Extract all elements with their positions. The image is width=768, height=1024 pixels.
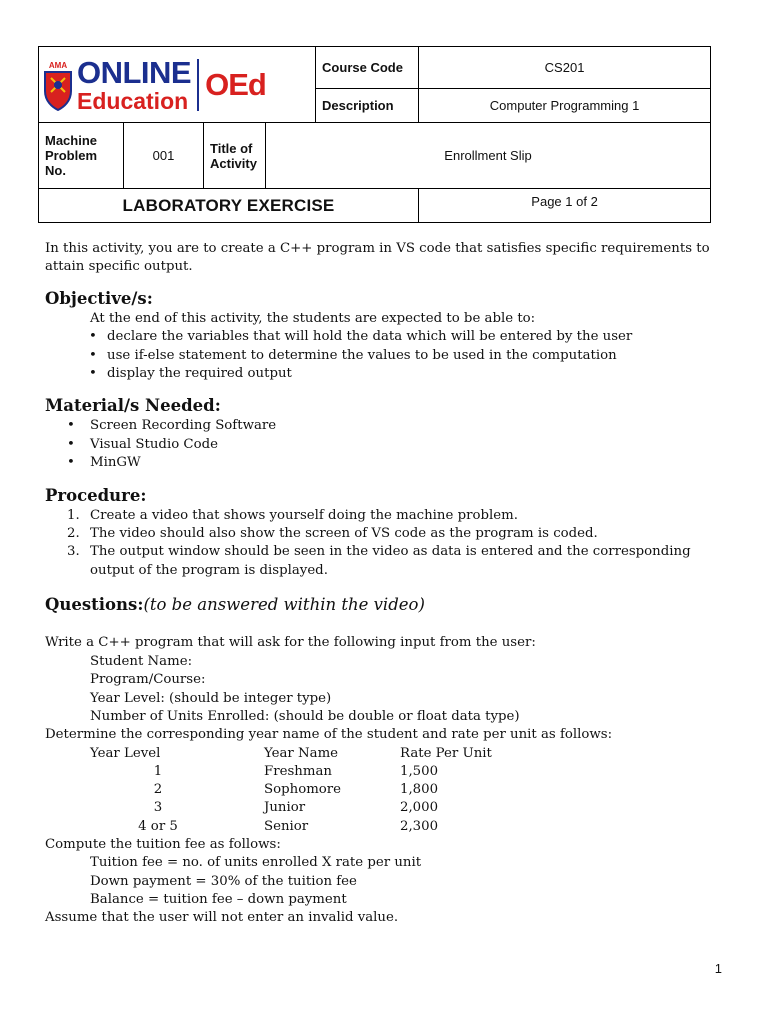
table-row: 2 Sophomore 1,800 — [153, 782, 439, 798]
list-item: • Visual Studio Code — [45, 436, 715, 454]
course-code-label: Course Code — [316, 47, 419, 89]
table-header: Year Level — [90, 745, 161, 761]
svg-text:AMA: AMA — [48, 60, 68, 70]
logo — [39, 47, 316, 123]
input-item: Number of Units Enrolled: (should be double or float data type) — [90, 708, 520, 724]
machine-problem-value: 001 — [124, 123, 204, 189]
objectives-heading: Objective/s: — [45, 288, 153, 308]
table-row: 3 Junior 2,000 — [153, 800, 439, 816]
list-item: • MinGW — [45, 454, 715, 472]
logo-oed-mark: OEd — [205, 66, 266, 102]
procedure-list — [45, 507, 715, 581]
formula-item: Tuition fee = no. of units enrolled X rate per unit — [90, 855, 422, 871]
laboratory-exercise-title: LABORATORY EXERCISE — [39, 189, 419, 223]
questions-heading: Questions:(to be answered within the video) — [45, 595, 425, 615]
logo-divider — [197, 59, 199, 111]
objectives-lead: At the end of this activity, the students are expected to be able to: — [90, 310, 536, 326]
intro-paragraph: In this activity, you are to create a C++ program in VS code that satisfies specific requirements to attain specific output. — [45, 241, 710, 275]
questions-note: (to be answered within the video) — [143, 595, 425, 615]
logo-online-text: ONLINE — [77, 54, 192, 90]
list-item: • declare the variables that will hold the data which will be entered by the user — [45, 328, 715, 346]
table-row: 4 or 5 Senior 2,300 — [138, 818, 439, 834]
page-number: 1 — [714, 961, 722, 976]
assume-text: Assume that the user will not enter an invalid value. — [45, 910, 399, 926]
determine-text: Determine the corresponding year name of the student and rate per unit as follows: — [45, 727, 613, 743]
university-seal-icon — [43, 59, 73, 111]
formula-item: Balance = tuition fee – down payment — [90, 891, 347, 907]
input-item: Program/Course: — [90, 672, 206, 688]
rate-table — [90, 745, 550, 836]
table-row: 1 Freshman 1,500 — [153, 763, 439, 779]
list-item: • display the required output — [45, 365, 715, 383]
list-item: 2. The video should also show the screen of VS code as the program is coded. — [67, 526, 598, 542]
materials-list — [45, 417, 715, 472]
table-header: Year Name — [264, 745, 339, 761]
activity-title-label: Title of Activity — [204, 123, 266, 189]
list-item: 3. The output window should be seen in the video as data is entered and the corresponding output of the program is displayed. — [67, 544, 691, 578]
logo-education-text: Education — [77, 87, 189, 114]
table-header: Rate Per Unit — [400, 745, 492, 761]
description-label: Description — [316, 89, 419, 123]
course-code-value: CS201 — [419, 47, 711, 89]
list-item: • use if-else statement to determine the values to be used in the computation — [45, 347, 715, 365]
questions-prompt: Write a C++ program that will ask for the following input from the user: — [45, 635, 536, 651]
materials-heading: Material/s Needed: — [45, 396, 221, 416]
formula-item: Down payment = 30% of the tuition fee — [90, 873, 357, 889]
page-indicator: Page 1 of 2 — [419, 189, 711, 223]
objectives-list — [45, 328, 715, 383]
list-item: 1. Create a video that shows yourself doing the machine problem. — [67, 507, 518, 523]
compute-text: Compute the tuition fee as follows: — [45, 836, 281, 852]
input-item: Year Level: (should be integer type) — [90, 690, 332, 706]
objectives-section — [45, 288, 715, 384]
procedure-section — [45, 485, 715, 581]
activity-title-value: Enrollment Slip — [266, 123, 711, 189]
description-value: Computer Programming 1 — [419, 89, 711, 123]
input-item: Student Name: — [90, 653, 193, 669]
list-item: • Screen Recording Software — [45, 417, 715, 435]
questions-section — [45, 594, 715, 927]
table-header-row — [90, 745, 550, 763]
materials-section — [45, 395, 715, 472]
machine-problem-label: Machine Problem No. — [39, 123, 124, 189]
document-body — [45, 240, 715, 928]
document-header — [38, 46, 710, 222]
procedure-heading: Procedure: — [45, 485, 147, 505]
